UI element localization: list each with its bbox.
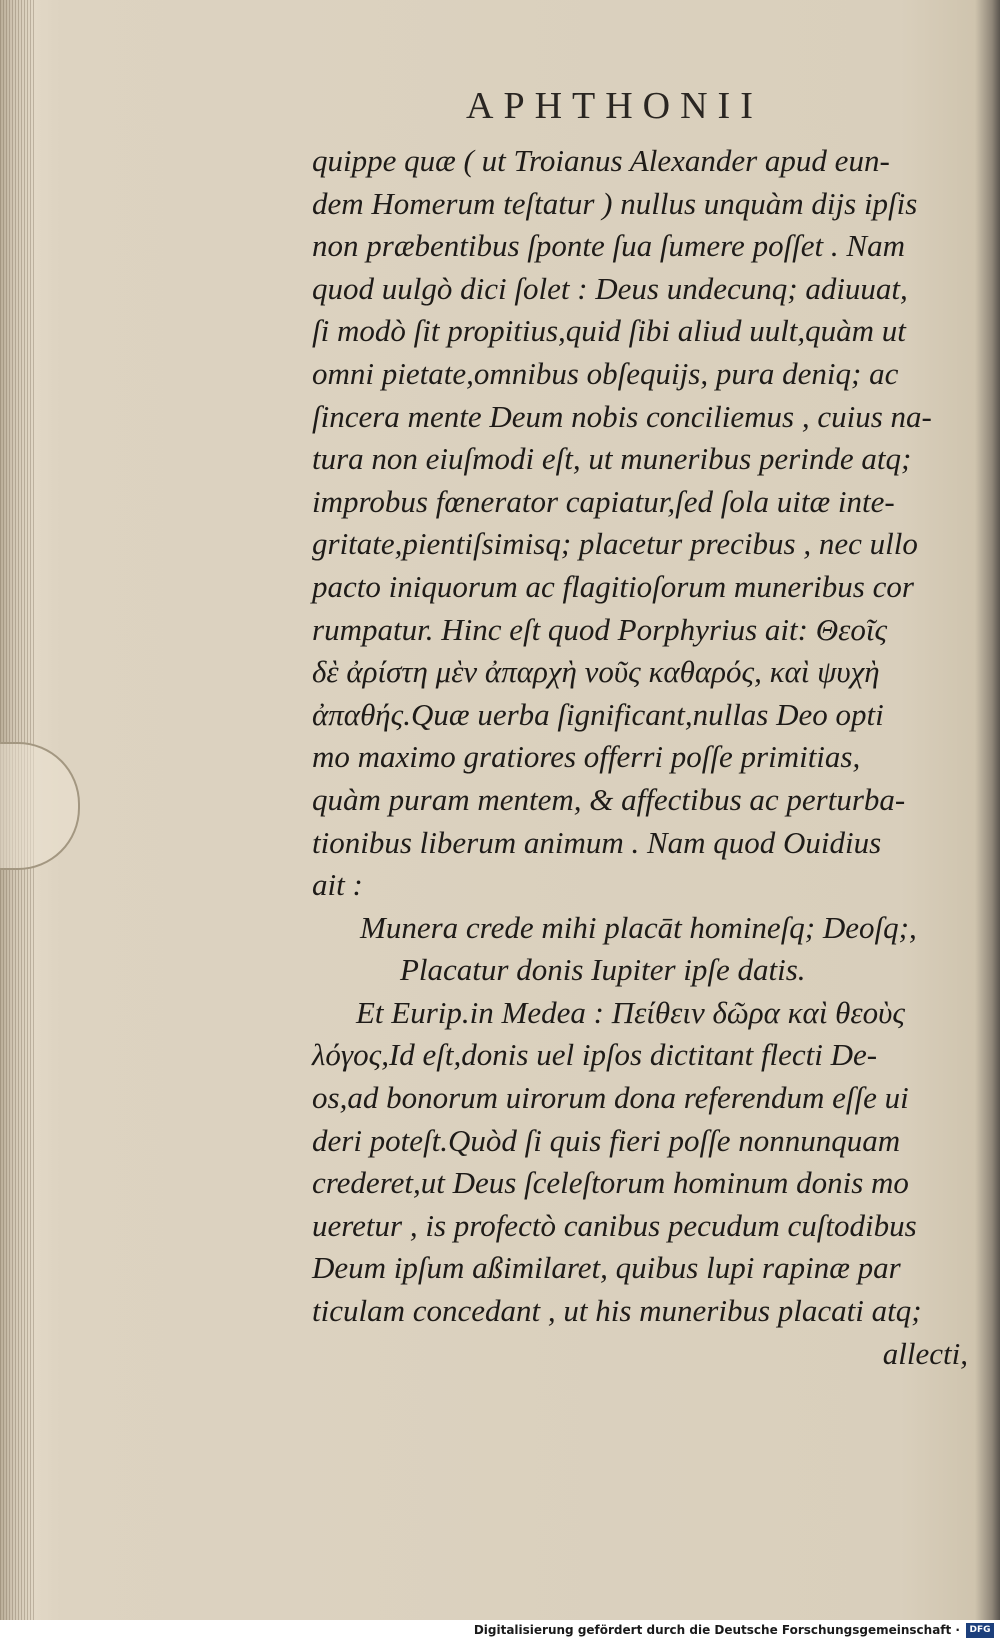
text-line: Et Eurip.in Medea : Πείθειν δῶρα καὶ θεοὺς: [356, 994, 905, 1030]
footer-bar: [0, 1620, 1000, 1642]
text-line: ſi modò ſit propitius,quid ſibi aliud uult,quàm ut: [312, 313, 906, 349]
text-line: deri poteſt.Quòd ſi quis fieri poſſe nonnunquam: [312, 1122, 901, 1158]
verse-line: Munera crede mihi placāt homineſq; Deoſq;,: [360, 909, 917, 945]
greek-line: δὲ ἀρίστη μὲν ἀπαρχὴ νοῦς καθαρός, καὶ ψυχὴ: [312, 654, 880, 690]
text-line: ait :: [312, 867, 363, 903]
text-line: improbus fœnerator capiatur,ſed ſola uitæ inte-: [312, 483, 895, 519]
catchword: allecti,: [882, 1335, 968, 1371]
text-line: λόγος,Id eſt,donis uel ipſos dictitant flecti De-: [312, 1037, 878, 1073]
text-line: non præbentibus ſponte ſua ſumere poſſet . Nam: [312, 228, 905, 264]
text-line: tionibus liberum animum . Nam quod Ouidius: [312, 824, 882, 860]
text-line: ueretur , is profectò canibus pecudum cuſtodibus: [312, 1207, 917, 1243]
dfg-logo-icon: DFG: [966, 1623, 994, 1638]
text-line: tura non eiuſmodi eſt, ut muneribus perinde atq;: [312, 441, 912, 477]
text-line: dem Homerum teſtatur ) nullus unquàm dijs ipſis: [312, 185, 918, 221]
text-line: quippe quæ ( ut Troianus Alexander apud eun-: [312, 143, 890, 178]
text-block: [312, 140, 980, 1375]
text-line: ἀπαθής.Quæ uerba ſignificant,nullas Deo opti: [312, 696, 884, 732]
text-line: pacto iniquorum ac flagitioſorum muneribus cor: [312, 568, 914, 604]
text-line: mo maximo gratiores offerri poſſe primitias,: [312, 739, 861, 775]
text-line: ſincera mente Deum nobis conciliemus , cuius na-: [312, 398, 932, 434]
text-line: omni pietate,omnibus obſequijs, pura deniq; ac: [312, 355, 899, 391]
text-line: ticulam concedant , ut his muneribus placati atq;: [312, 1293, 922, 1329]
text-line: Deum ipſum aßimilaret, quibus lupi rapinæ par: [312, 1250, 901, 1286]
text-line: quàm puram mentem, & affectibus ac perturba-: [312, 781, 906, 817]
text-line: gritate,pientiſsimisq; placetur precibus , nec ullo: [312, 526, 918, 562]
thumb-tab-outline: [0, 742, 80, 870]
running-head: APHTHONII: [466, 85, 763, 127]
funding-notice: Digitalisierung gefördert durch die Deutsche Forschungsgemeinschaft ·: [473, 1623, 960, 1637]
text-line: rumpatur. Hinc eſt quod Porphyrius ait: Θεοῖς: [312, 611, 888, 647]
text-line: crederet,ut Deus ſceleſtorum hominum donis mo: [312, 1165, 909, 1201]
verse-line: Placatur donis Iupiter ipſe datis.: [400, 952, 806, 988]
text-line: os,ad bonorum uirorum dona referendum eſſe ui: [312, 1080, 909, 1116]
text-line: quod uulgò dici ſolet : Deus undecunq; adiuuat,: [312, 270, 908, 306]
